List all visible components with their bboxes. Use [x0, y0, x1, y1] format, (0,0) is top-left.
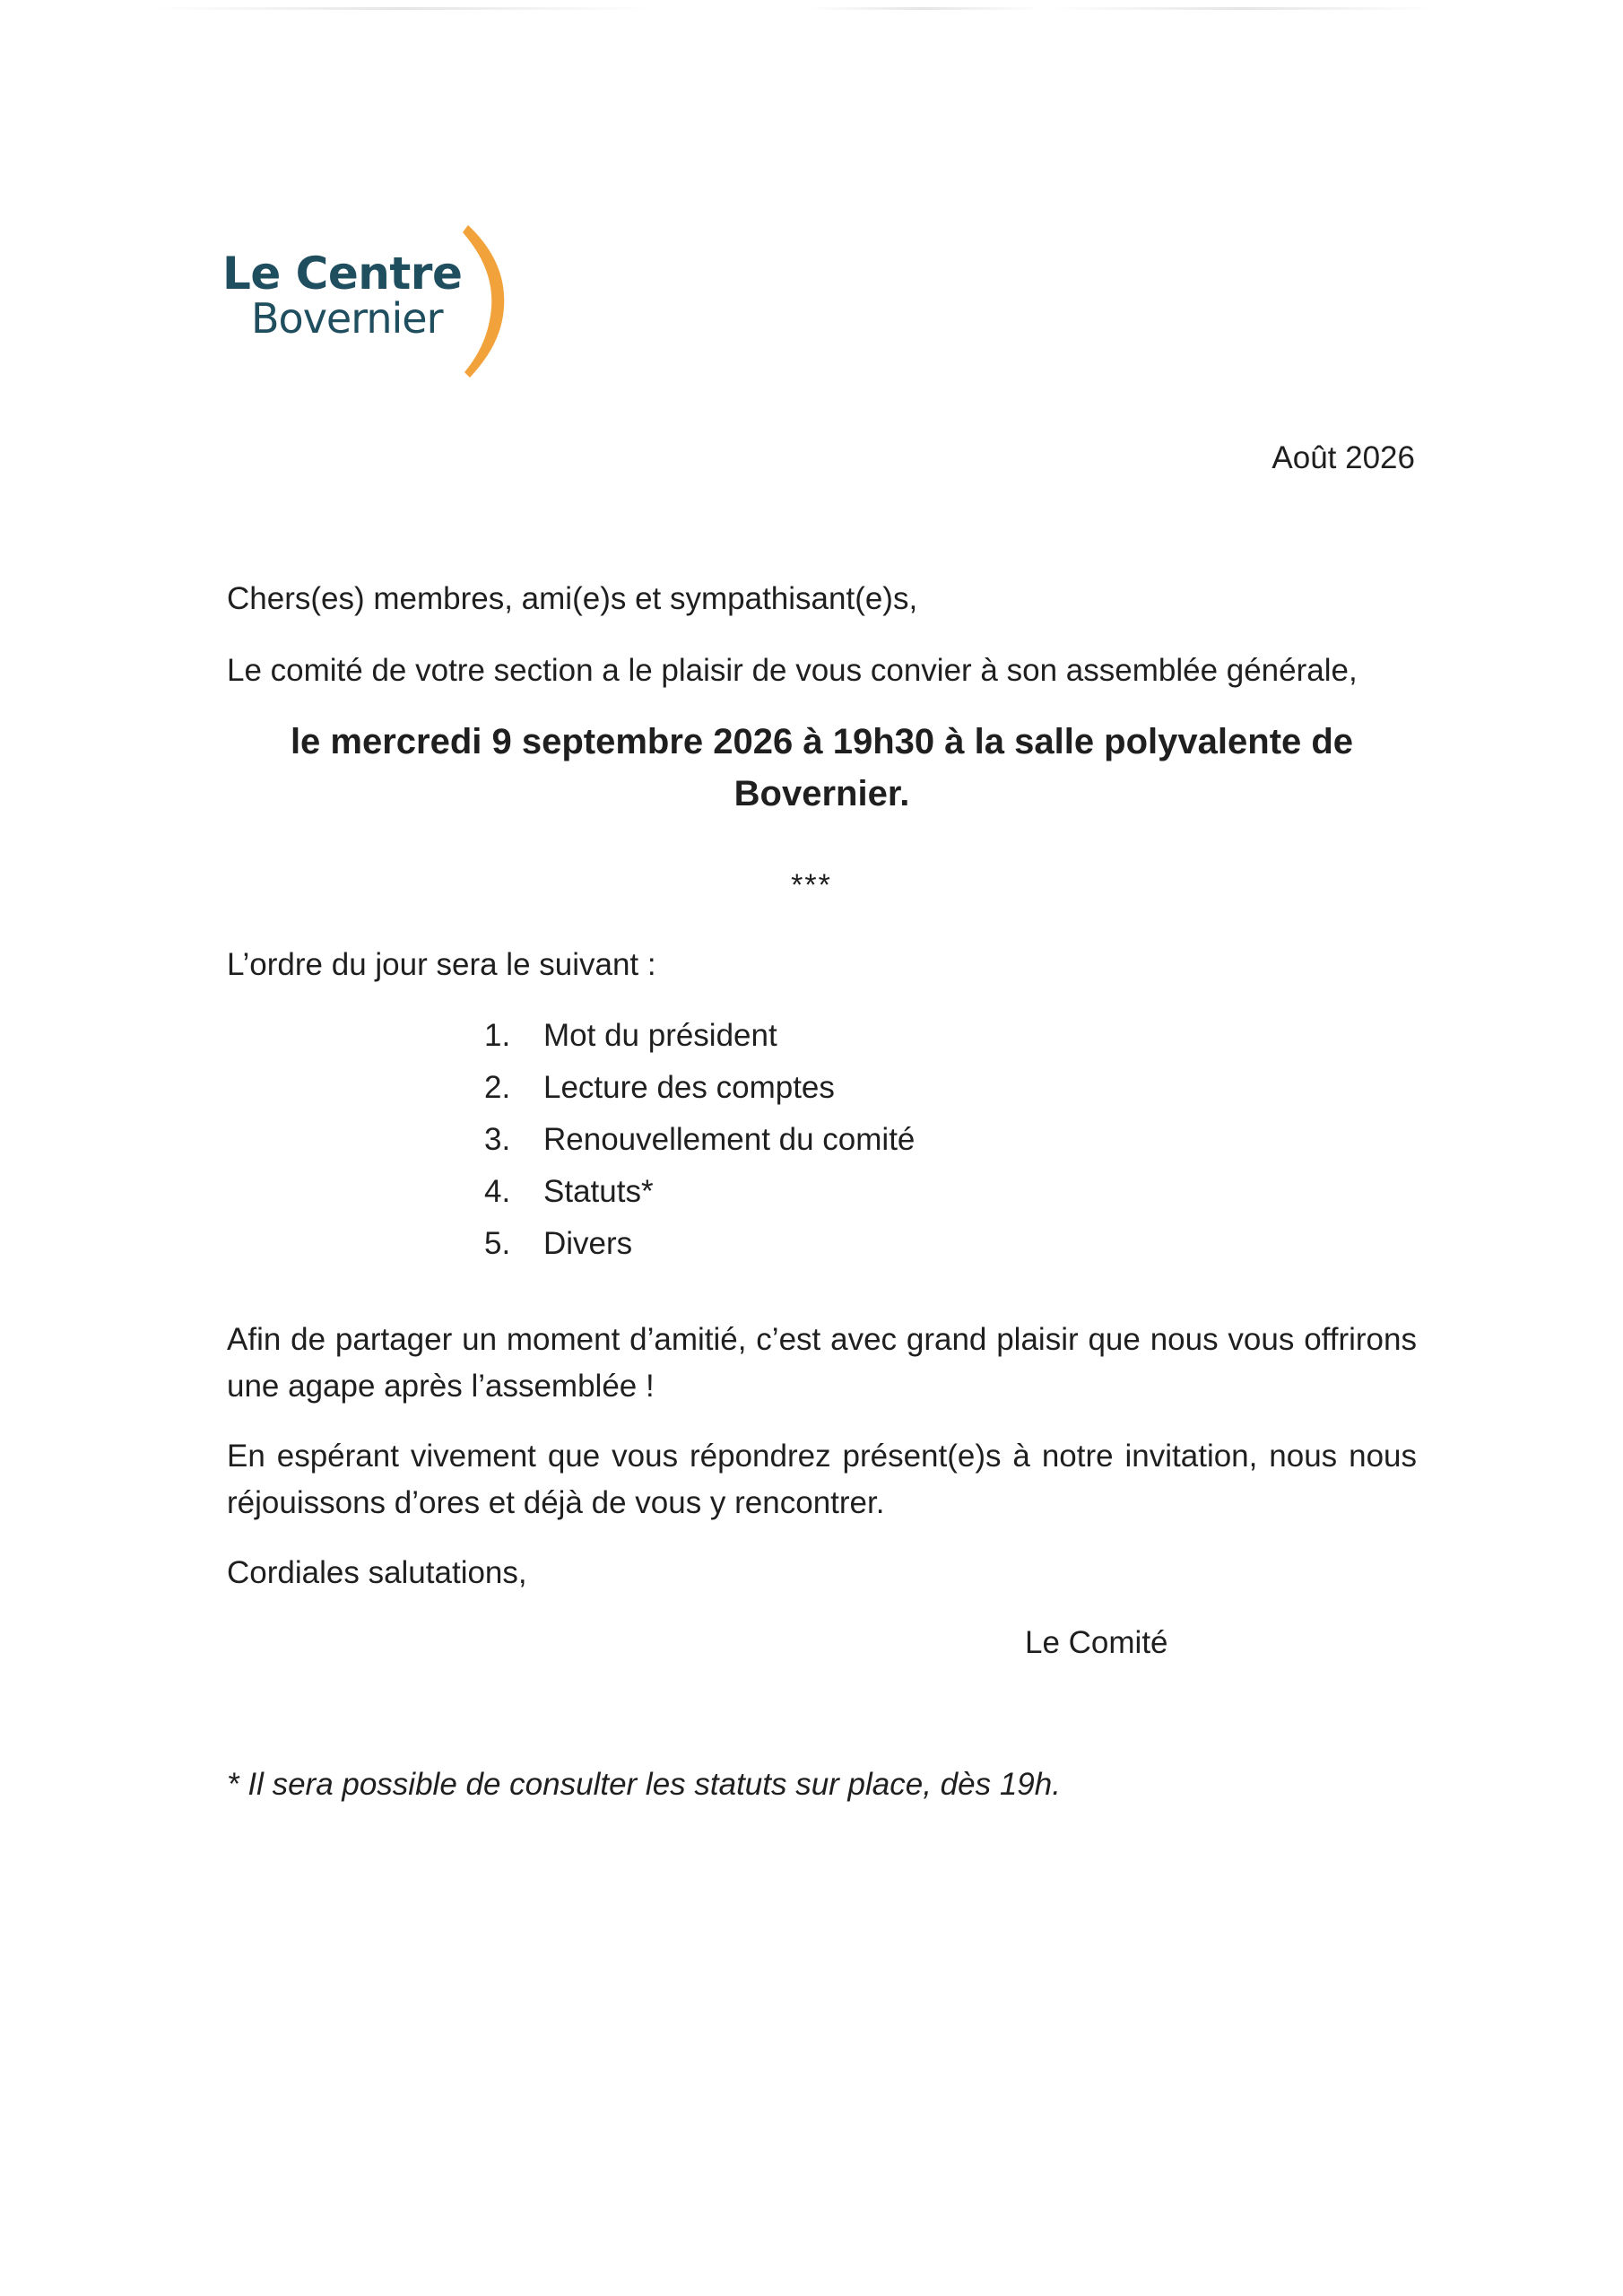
agenda-item-number: 2. [484, 1070, 511, 1105]
agenda-item-label: Divers [543, 1226, 633, 1261]
scan-edge [152, 7, 655, 10]
greeting: Chers(es) membres, ami(e)s et sympathisant(e)s, [227, 581, 918, 616]
agenda-intro: L’ordre du jour sera le suivant : [227, 947, 656, 982]
event-details [227, 716, 1417, 820]
logo [222, 220, 527, 390]
event-line-2: Bovernier. [733, 774, 910, 813]
logo-subtitle: Bovernier [251, 294, 443, 343]
salutation: Cordiales salutations, [227, 1555, 527, 1590]
agenda-item-label: Renouvellement du comité [543, 1122, 916, 1157]
scan-edge [807, 7, 1040, 10]
footnote: * Il sera possible de consulter les statuts sur place, dès 19h. [227, 1767, 1061, 1802]
event-line-1: le mercredi 9 septembre 2026 à 19h30 à la salle polyvalente de [290, 722, 1354, 761]
agenda-list [484, 1010, 915, 1270]
letter-date: Août 2026 [1271, 440, 1415, 475]
scan-edge [1049, 7, 1435, 10]
agenda-item [484, 1114, 915, 1166]
agenda-item-label: Lecture des comptes [543, 1070, 835, 1105]
agenda-item-number: 4. [484, 1174, 511, 1209]
logo-bracket-icon [456, 220, 509, 381]
agenda-item-label: Mot du président [543, 1018, 777, 1053]
agenda-item [484, 1010, 915, 1062]
closing-paragraph: En espérant vivement que vous répondrez présent(e)s à notre invitation, nous nous réjouissons d’ores et déjà de vous y rencontrer. [227, 1439, 1417, 1520]
agape-paragraph: Afin de partager un moment d’amitié, c’est avec grand plaisir que nous vous offrirons une agape après l’assemblée ! [227, 1322, 1417, 1404]
logo-title: Le Centre [222, 248, 463, 300]
agenda-item-label: Statuts* [543, 1174, 654, 1209]
agenda-item-number: 5. [484, 1226, 511, 1261]
agenda-item [484, 1062, 915, 1114]
agenda-item [484, 1218, 915, 1270]
agenda-item-number: 1. [484, 1018, 511, 1053]
agenda-item [484, 1166, 915, 1218]
intro-paragraph: Le comité de votre section a le plaisir de vous convier à son assemblée générale, [227, 653, 1358, 688]
agenda-item-number: 3. [484, 1122, 511, 1157]
signature: Le Comité [1025, 1625, 1168, 1660]
separator: *** [791, 868, 832, 902]
